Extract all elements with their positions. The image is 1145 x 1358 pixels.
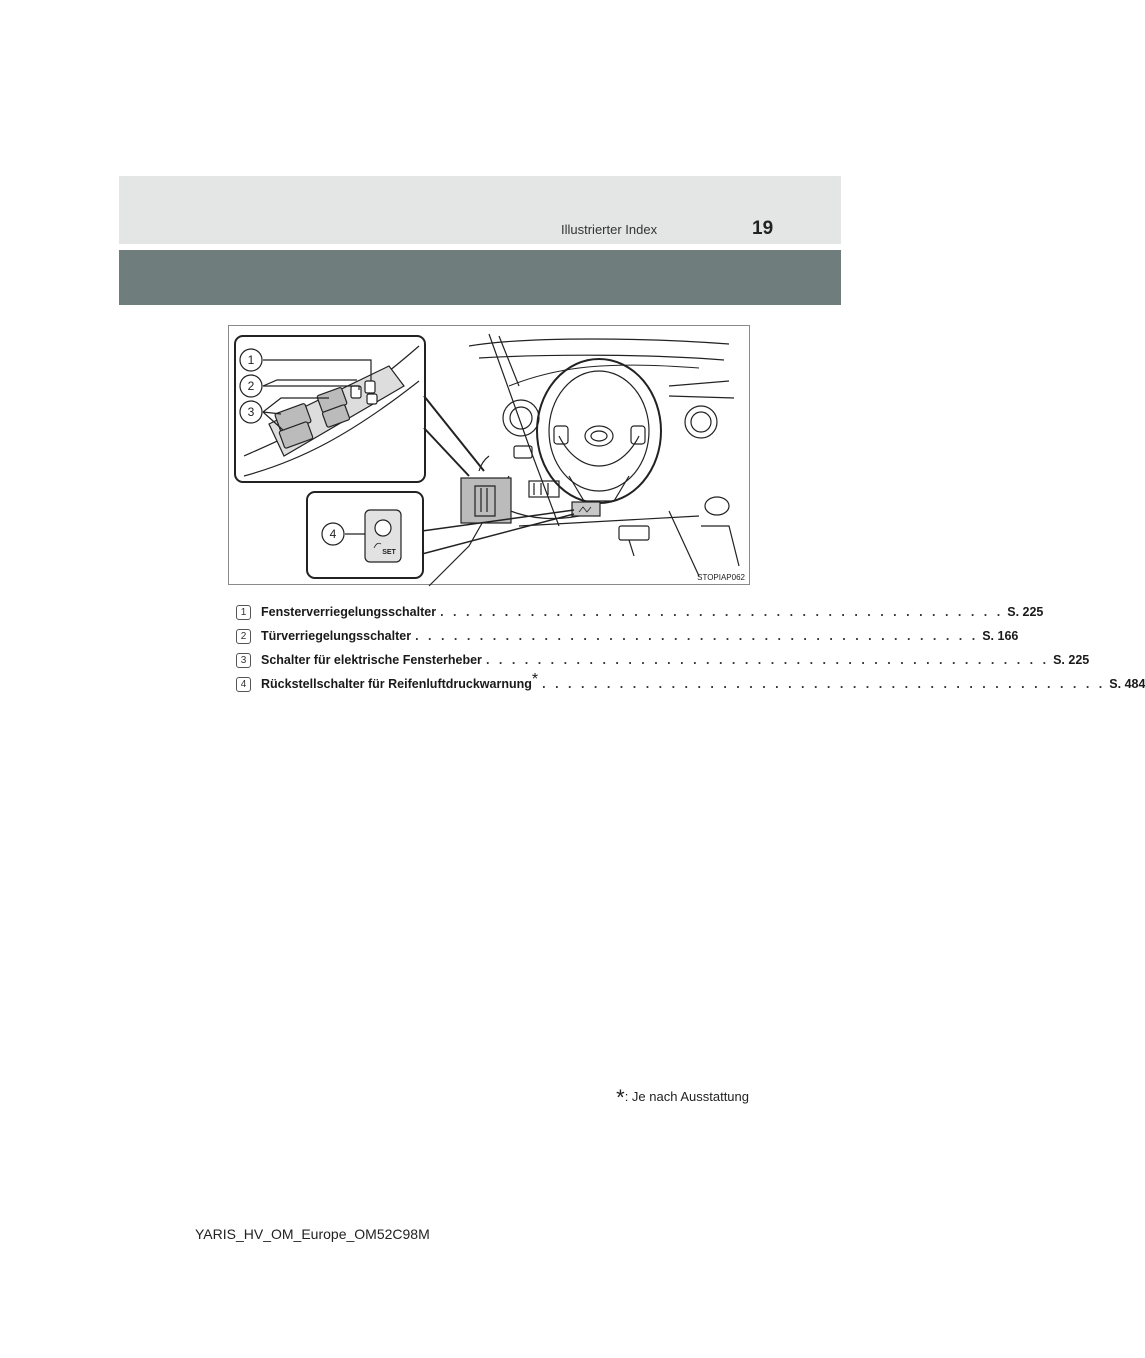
footnote-star: * [616,1085,625,1110]
page-number: 19 [752,218,774,239]
callout-3: 3 [247,405,255,419]
page-reference-link[interactable]: S. 166 [982,629,1019,643]
list-item [236,600,1044,624]
illustration-drawing [229,326,749,584]
item-star: * [531,671,539,688]
item-number-badge: 4 [236,677,251,692]
list-item [236,671,1145,696]
page-reference-link[interactable]: S. 225 [1007,605,1044,619]
callout-2: 2 [247,379,255,393]
item-label: Fensterverriegelungsschalter [261,605,437,619]
document-id: YARIS_HV_OM_Europe_OM52C98M [195,1226,430,1242]
page-reference-link[interactable]: S. 484 [1109,677,1145,691]
callout-1: 1 [247,353,255,367]
footnote-text: : Je nach Ausstattung [624,1089,749,1104]
page-reference-link[interactable]: S. 225 [1053,653,1090,667]
set-switch-label: SET [382,549,396,556]
item-label: Rückstellschalter für Reifenluftdruckwarnung [261,677,532,691]
callout-4: 4 [329,527,337,541]
dot-leader: . . . . . . . . . . . . . . . . . . . . . . . . . . . . . . . . . . . . . . . . . . . . [415,629,979,643]
item-list [236,600,1145,696]
item-number-badge: 3 [236,653,251,668]
dot-leader: . . . . . . . . . . . . . . . . . . . . . . . . . . . . . . . . . . . . . . . . . . . . [440,605,1004,619]
item-number-badge: 2 [236,629,251,644]
section-title: Illustrierter Index [561,222,658,237]
list-item [236,648,1090,672]
item-label: Schalter für elektrische Fensterheber [261,653,482,667]
section-band [119,250,841,305]
footnote [616,1081,749,1110]
item-number-badge: 1 [236,605,251,620]
figure-code: STOPIAP062 [697,573,745,582]
dot-leader: . . . . . . . . . . . . . . . . . . . . . . . . . . . . . . . . . . . . . . . . . . . . [485,653,1050,667]
header-band [119,176,841,244]
item-label: Türverriegelungsschalter [261,629,412,643]
dot-leader: . . . . . . . . . . . . . . . . . . . . . . . . . . . . . . . . . . . . . . . . . . . . [542,677,1106,691]
list-item [236,624,1019,648]
dashboard-illustration [228,325,750,585]
